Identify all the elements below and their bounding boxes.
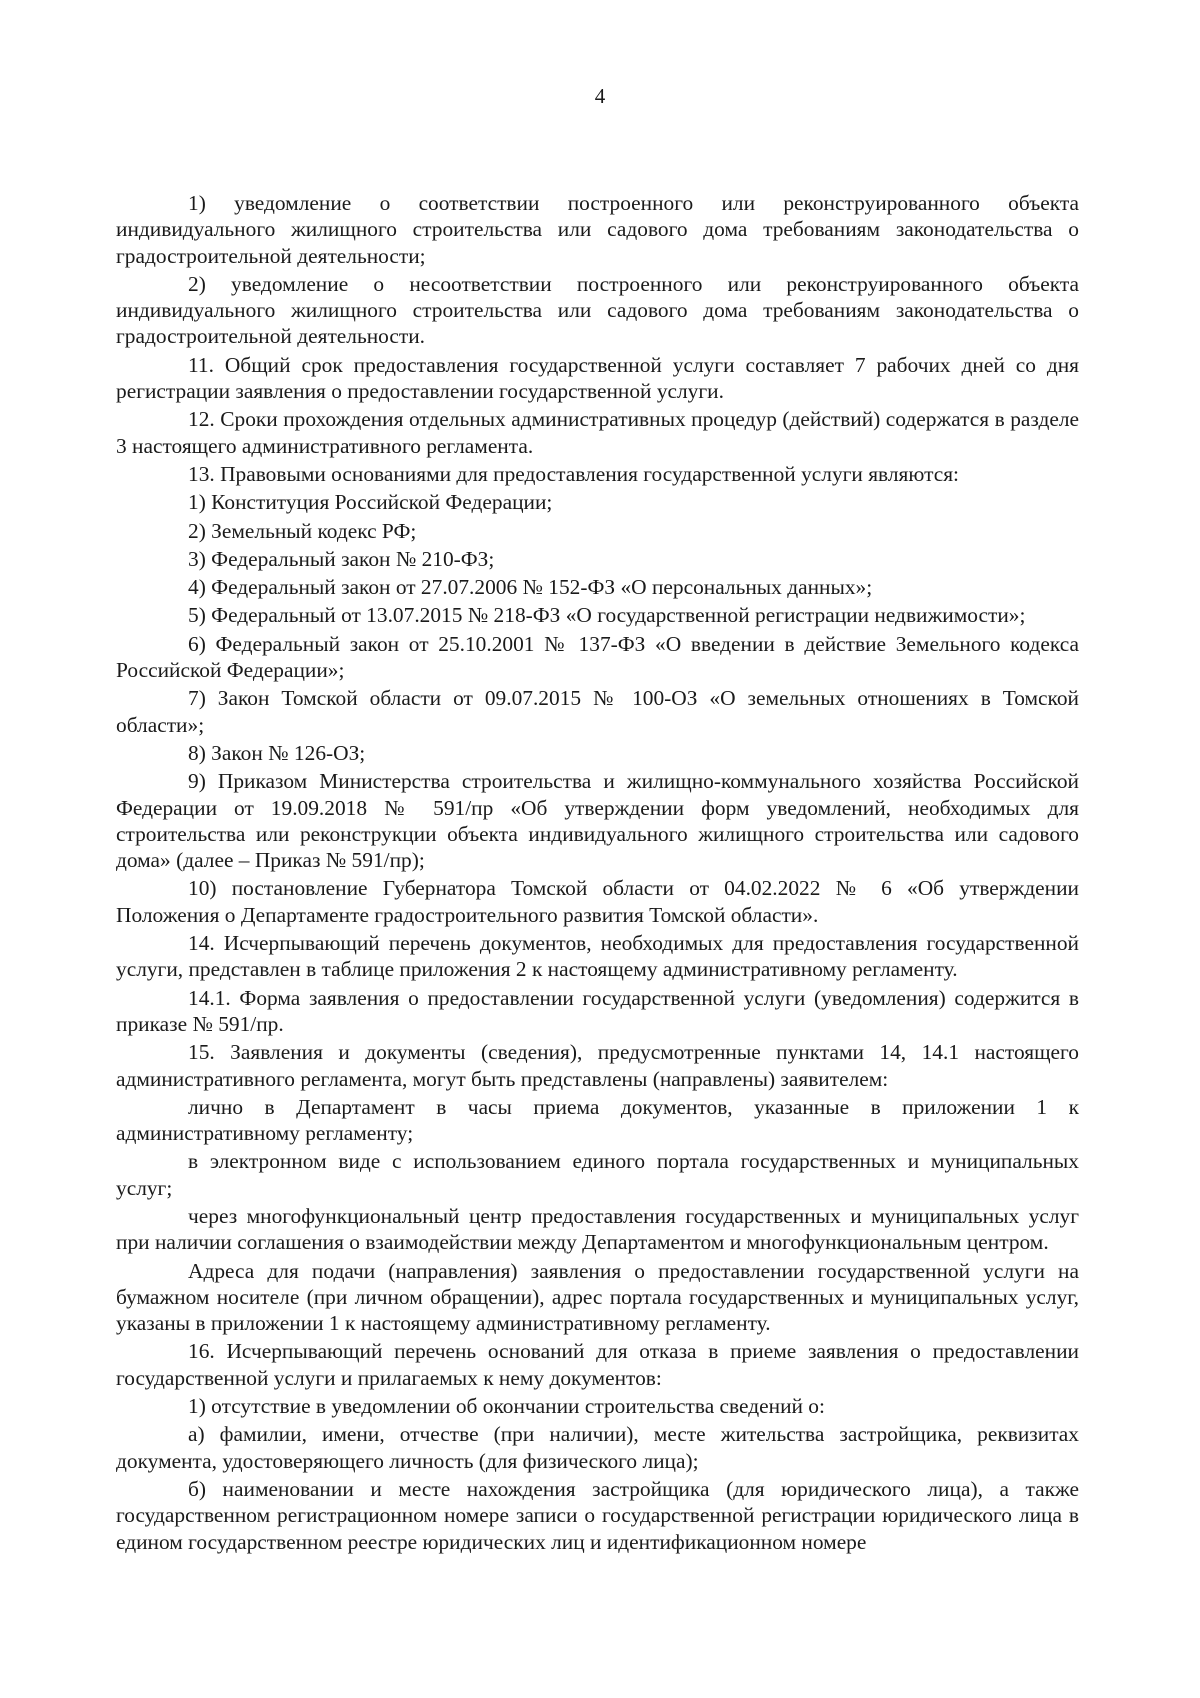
paragraph: лично в Департамент в часы приема документов, указанные в приложении 1 к административному регламенту; [116,1094,1079,1146]
paragraph: б) наименовании и месте нахождения застройщика (для юридического лица), а также государственном регистрационном номере записи о государственной регистрации юридического лица в едином государственном реестре юридических лиц и идентификационном номере [116,1476,1079,1554]
paragraph: 7) Закон Томской области от 09.07.2015 № 100-ОЗ «О земельных отношениях в Томской области»; [116,686,1079,737]
paragraph: 10) постановление Губернатора Томской области от 04.02.2022 № 6 «Об утверждении Положения о Департаменте градостроительного развития Томской области». [116,876,1079,927]
paragraph: 11. Общий срок предоставления государственной услуги составляет 7 рабочих дней со дня регистрации заявления о предоставлении государственной услуги. [116,352,1079,404]
paragraph: 5) Федеральный от 13.07.2015 № 218-ФЗ «О государственной регистрации недвижимости»; [188,603,1026,628]
document-body [116,190,1079,1557]
paragraph: 16. Исчерпывающий перечень оснований для отказа в приеме заявления о предоставлении государственной услуги и прилагаемых к нему документов: [116,1339,1079,1390]
paragraph: через многофункциональный центр предоставления государственных и муниципальных услуг при наличии соглашения о взаимодействии между Департаментом и многофункциональным центром. [116,1203,1079,1255]
paragraph: 14.1. Форма заявления о предоставлении государственной услуги (уведомления) содержится в приказе № 591/пр. [116,985,1079,1036]
paragraph: 13. Правовыми основаниями для предоставления государственной услуги являются: [188,461,959,486]
paragraph: Адреса для подачи (направления) заявления о предоставлении государственной услуги на бумажном носителе (при личном обращении), адрес портала государственных и муниципальных услуг, указаны в приложении 1 к настоящему административному регламенту. [116,1258,1079,1336]
page-number: 4 [594,84,606,108]
paragraph: 9) Приказом Министерства строительства и жилищно-коммунального хозяйства Российской Федерации от 19.09.2018 № 591/пр «Об утверждении форм уведомлений, необходимых для строительства или реконструкции объекта индивидуального жилищного строительства или садового дома» (далее – Приказ № 591/пр); [116,769,1079,873]
paragraph: 2) Земельный кодекс РФ; [188,518,417,543]
paragraph: 12. Сроки прохождения отдельных административных процедур (действий) содержатся в разделе 3 настоящего административного регламента. [116,407,1079,458]
paragraph: 1) отсутствие в уведомлении об окончании строительства сведений о: [188,1394,825,1419]
paragraph: 14. Исчерпывающий перечень документов, необходимых для предоставления государственной услуги, представлен в таблице приложения 2 к настоящему административному регламенту. [116,931,1079,982]
paragraph: 2) уведомление о несоответствии построенного или реконструированного объекта индивидуального жилищного строительства или садового дома требованиям законодательства о градостроительной деятельности. [116,271,1079,349]
paragraph: 1) Конституция Российской Федерации; [188,490,553,515]
paragraph: 4) Федеральный закон от 27.07.2006 № 152-ФЗ «О персональных данных»; [188,575,873,600]
paragraph: 3) Федеральный закон № 210-ФЗ; [188,546,495,571]
paragraph: 15. Заявления и документы (сведения), предусмотренные пунктами 14, 14.1 настоящего административного регламента, могут быть представлены (направлены) заявителем: [116,1040,1079,1091]
paragraph: а) фамилии, имени, отчестве (при наличии), месте жительства застройщика, реквизитах документа, удостоверяющего личность (для физического лица); [116,1422,1079,1473]
paragraph: в электронном виде с использованием единого портала государственных и муниципальных услуг; [116,1149,1079,1200]
paragraph: 1) уведомление о соответствии построенного или реконструированного объекта индивидуального жилищного строительства или садового дома требованиям законодательства о градостроительной деятельности; [116,191,1079,268]
paragraph: 8) Закон № 126-ОЗ; [188,740,366,765]
paragraph: 6) Федеральный закон от 25.10.2001 № 137-ФЗ «О введении в действие Земельного кодекса Российской Федерации»; [116,631,1079,683]
